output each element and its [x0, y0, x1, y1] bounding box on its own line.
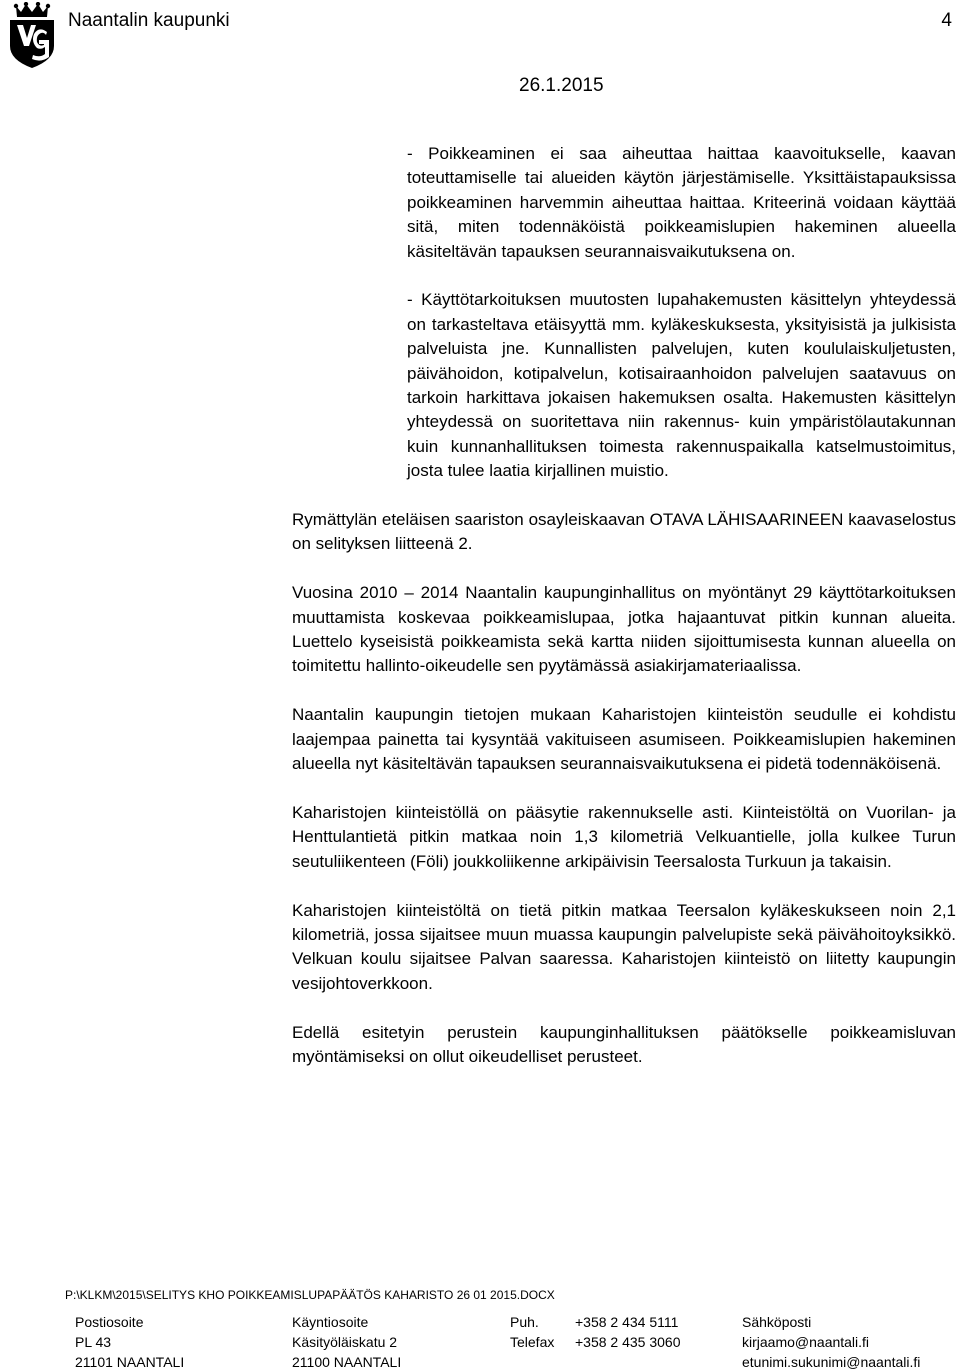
- paragraph: Kaharistojen kiinteistöllä on pääsytie rakennukselle asti. Kiinteistöltä on Vuorilan- ja Henttulantietä pitkin matkaa noin 1,3 kilometriä Velkuantielle, jolla kulkee Turun seutuliikenteen (Föli) joukkoliikenne arkipäivisin Teersalosta Turkuun ja takaisin.: [292, 802, 956, 871]
- footer-value: 21101 NAANTALI: [75, 1354, 185, 1370]
- email-link[interactable]: etunimi.sukunimi@naantali.fi: [742, 1354, 921, 1370]
- phone-row: [510, 1312, 681, 1332]
- fax-value: +358 2 435 3060: [575, 1334, 681, 1350]
- fax-row: [510, 1332, 681, 1352]
- footer-label: Käyntiosoite: [292, 1314, 369, 1330]
- paragraph: Edellä esitetyin perustein kaupunginhallituksen päätökselle poikkeamisluvan myöntämiseksi on ollut oikeudelliset perusteet.: [292, 1022, 956, 1066]
- paragraph: - Poikkeaminen ei saa aiheuttaa haittaa kaavoitukselle, kaavan toteuttamiselle tai alueiden käytön järjestämiselle. Yksittäistapauksissa poikkeaminen harvemmin aiheuttaa haittaa. Kriteerinä voidaan käyttää sitä, miten todennäköistä poikkeamislupien hakeminen alueella käsiteltävän tapauksen seurannaisvaikutuksena on.: [407, 144, 956, 261]
- email-link[interactable]: kirjaamo@naantali.fi: [742, 1334, 870, 1350]
- footer-visiting-address: [292, 1312, 401, 1372]
- page-number: 4: [941, 10, 952, 31]
- paragraph: Naantalin kaupungin tietojen mukaan Kaharistojen kiinteistön seudulle ei kohdistu laajempaa painetta tai kysyntää vakituiseen asumiseen. Poikkeamislupien hakeminen alueella nyt käsiteltävän tapauksen seurannaisvaikutuksena ei pidetä todennäköisenä.: [292, 705, 956, 774]
- file-path: P:\KLKM\2015\SELITYS KHO POIKKEAMISLUPAPÄÄTÖS KAHARISTO 26 01 2015.DOCX: [65, 1288, 555, 1302]
- paragraph: Kaharistojen kiinteistöltä on tietä pitkin matkaa Teersalon kyläkeskukseen noin 2,1 kilometriä, jossa sijaitsee muun muassa kaupungin palvelupiste sekä päivähoitoyksikkö. Velkuan koulu sijaitsee Palvan saaressa. Kaharistojen kiinteistö on liitetty kaupungin vesijohtoverkkoon.: [292, 900, 956, 993]
- paragraph: Vuosina 2010 – 2014 Naantalin kaupunginhallitus on myöntänyt 29 käyttötarkoituksen muuttamista koskevaa poikkeamislupaa, jotka hajaantuvat pitkin kunnan alueita. Luettelo kyseisistä poikkeamista sekä kartta niiden sijoittumisesta kunnan alueella on toimitettu hallinto-oikeudelle sen pyytämässä asiakirjamateriaalissa.: [292, 583, 956, 676]
- paragraph: - Käyttötarkoituksen muutosten lupahakemusten käsittelyn yhteydessä on tarkasteltava etäisyyttä mm. kyläkeskuksesta, yksityisistä ja julkisista palveluista jne. Kunnallisten palvelujen, kuten koululaiskuljetusten, päivähoidon, kotipalvelun, kotisairaanhoidon palvelujen saatavuus on tarkoin harkittava jokaisen hakemuksen osalta. Hakemusten käsittelyn yhteydessä on suoritettava niin rakennus- kuin ympäristölautakunnan kuin kunnanhallituksen toimesta rakennuspaikalla katselmustoimitus, josta tulee laatia kirjallinen muistio.: [407, 290, 956, 481]
- footer-label: Sähköposti: [742, 1314, 812, 1330]
- footer-value: 21100 NAANTALI: [292, 1354, 402, 1370]
- footer-phone: [510, 1312, 681, 1352]
- footer-postal-address: [75, 1312, 184, 1372]
- footer-label: Postiosoite: [75, 1314, 144, 1330]
- footer-value: PL 43: [75, 1334, 112, 1350]
- document-date: 26.1.2015: [519, 75, 604, 96]
- organization-name: Naantalin kaupunki: [68, 10, 230, 31]
- paragraph: Rymättylän eteläisen saariston osayleiskaavan OTAVA LÄHISAARINEEN kaavaselostus on selityksen liitteenä 2.: [292, 510, 956, 554]
- footer-value: Käsityöläiskatu 2: [292, 1334, 398, 1350]
- document-body: [292, 142, 956, 1094]
- phone-label: Puh.: [510, 1314, 539, 1330]
- crown-shield-logo-icon: [6, 2, 58, 70]
- fax-label: Telefax: [510, 1334, 555, 1350]
- footer-email: [742, 1312, 920, 1372]
- phone-value: +358 2 434 5111: [575, 1314, 679, 1330]
